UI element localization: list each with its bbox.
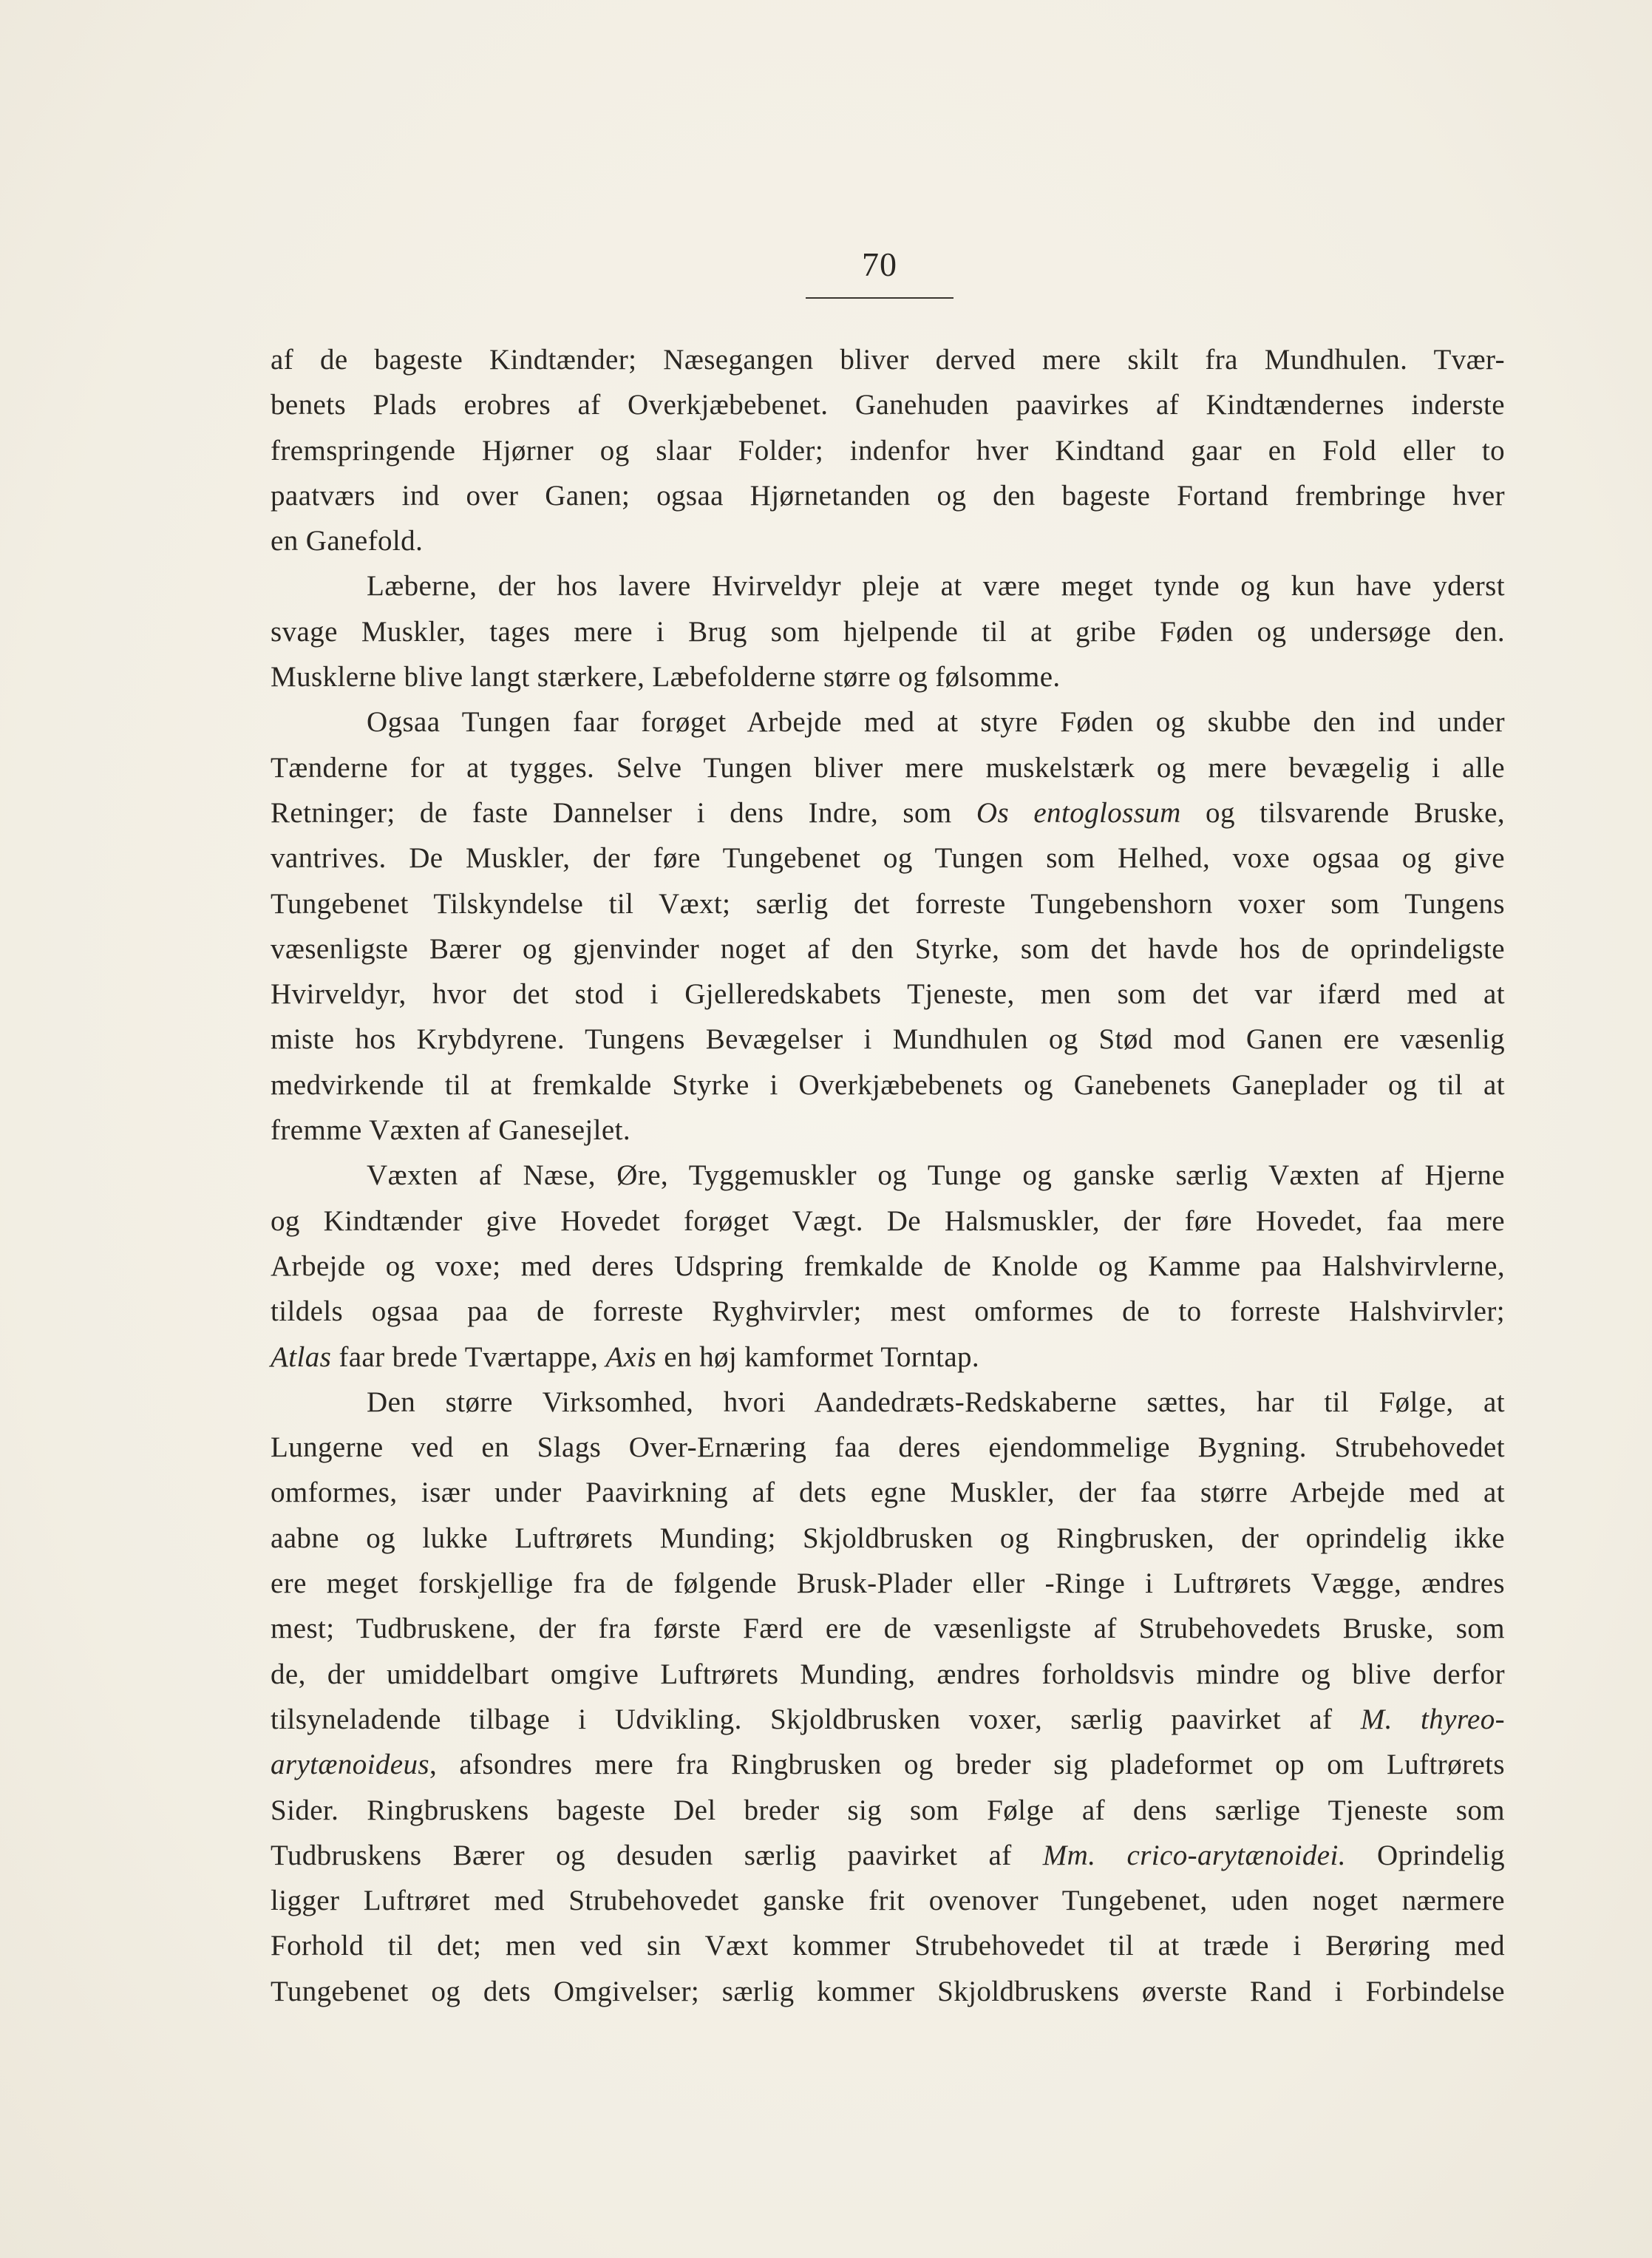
text-line: Forhold til det; men ved sin Væxt kommer Strubehovedet til at træde i Berøring med xyxy=(271,1930,1505,1962)
text-line: Den større Virksomhed, hvori Aandedræts-Redskaberne sættes, har til Følge, at xyxy=(367,1386,1505,1418)
latin-term: Axis xyxy=(605,1340,657,1373)
latin-term: M. thyreo- xyxy=(1360,1703,1505,1735)
text-line: væsenligste Bærer og gjenvinder noget af den Styrke, som det havde hos de oprindeligste xyxy=(271,932,1505,965)
text-line: af de bageste Kindtænder; Næsegangen bliver derved mere skilt fra Mundhulen. Tvær- xyxy=(271,344,1505,376)
text-span: Retninger; de faste Dannelser i dens Indre, som xyxy=(271,796,976,829)
text-span: , afsondres mere fra Ringbrusken og breder sig pladeformet op om Luftrørets xyxy=(429,1749,1505,1781)
page-number: 70 xyxy=(862,245,897,283)
text-line: miste hos Krybdyrene. Tungens Bevægelser i Mundhulen og Stød mod Ganen ere væsenlig xyxy=(271,1023,1505,1056)
text-line xyxy=(271,790,1505,835)
text-line: ere meget forskjellige fra de følgende Brusk-Plader eller -Ringe i Luftrørets Vægge, ændres xyxy=(271,1567,1505,1600)
text-line: medvirkende til at fremkalde Styrke i Overkjæbebenets og Ganebenets Ganeplader og til at xyxy=(271,1068,1505,1101)
text-line: de, der umiddelbart omgive Luftrørets Munding, ændres forholdsvis mindre og blive derfor xyxy=(271,1658,1505,1690)
text-line: paatværs ind over Ganen; ogsaa Hjørnetanden og den bageste Fortand frembringe hver xyxy=(271,479,1505,512)
text-line: ligger Luftrøret med Strubehovedet ganske frit ovenover Tungebenet, uden noget nærmere xyxy=(271,1885,1505,1917)
text-line: benets Plads erobres af Overkjæbebenet. Ganehuden paavirkes af Kindtændernes inderste xyxy=(271,389,1505,421)
latin-term: Atlas xyxy=(271,1340,332,1373)
text-line: mest; Tudbruskene, der fra første Færd ere de væsenligste af Strubehovedets Bruske, som xyxy=(271,1613,1505,1645)
text-line: Tungebenet Tilskyndelse til Væxt; særlig det forreste Tungebenshorn voxer som Tungens xyxy=(271,887,1505,920)
text-line: Væxten af Næse, Øre, Tyggemuskler og Tunge og ganske særlig Væxten af Hjerne xyxy=(367,1159,1505,1192)
text-line: svage Muskler, tages mere i Brug som hjelpende til at gribe Føden og undersøge den. xyxy=(271,615,1505,648)
text-span: tilsyneladende tilbage i Udvikling. Skjoldbrusken voxer, særlig paavirket af xyxy=(271,1703,1361,1735)
text-line xyxy=(271,1833,1505,1878)
text-line: tildels ogsaa paa de forreste Ryghvirvler; mest omformes de to forreste Halshvirvler; xyxy=(271,1295,1505,1328)
text-line: Tænderne for at tygges. Selve Tungen bliver mere muskelstærk og mere bevægelig i alle xyxy=(271,751,1505,784)
text-line: vantrives. De Muskler, der føre Tungebenet og Tungen som Helhed, voxe ogsaa og give xyxy=(271,842,1505,875)
text-line: Sider. Ringbruskens bageste Del breder sig som Følge af dens særlige Tjeneste som xyxy=(271,1794,1505,1826)
text-line: Læberne, der hos lavere Hvirveldyr pleje at være meget tynde og kun have yderst xyxy=(367,570,1505,603)
text-line: aabne og lukke Luftrørets Munding; Skjoldbrusken og Ringbrusken, der oprindelig ikke xyxy=(271,1522,1505,1554)
text-line: Ogsaa Tungen faar forøget Arbejde med at styre Føden og skubbe den ind under xyxy=(367,706,1505,739)
text-line xyxy=(271,1335,1505,1380)
text-line xyxy=(271,1742,1505,1787)
text-line: fremspringende Hjørner og slaar Folder; indenfor hver Kindtand gaar en Fold eller to xyxy=(271,434,1505,467)
text-line: Hvirveldyr, hvor det stod i Gjelleredskabets Tjeneste, men som det var ifærd med at xyxy=(271,978,1505,1011)
text-line: og Kindtænder give Hovedet forøget Vægt. De Halsmuskler, der føre Hovedet, faa mere xyxy=(271,1204,1505,1237)
latin-term: Os entoglossum xyxy=(976,796,1181,829)
text-line: omformes, især under Paavirkning af dets egne Muskler, der faa større Arbejde med at xyxy=(271,1476,1505,1509)
text-line: Arbejde og voxe; med deres Udspring fremkalde de Knolde og Kamme paa Halshvirvlerne, xyxy=(271,1250,1505,1282)
text-span: Oprindelig xyxy=(1345,1839,1506,1871)
text-line: fremme Væxten af Ganesejlet. xyxy=(271,1114,630,1147)
text-line: Tungebenet og dets Omgivelser; særlig kommer Skjoldbruskens øverste Rand i Forbindelse xyxy=(271,1975,1505,2007)
text-line xyxy=(271,1697,1505,1742)
text-line: Musklerne blive langt stærkere, Læbefolderne større og følsomme. xyxy=(271,661,1061,694)
latin-term: arytænoideus xyxy=(271,1749,429,1781)
text-span: Tudbruskens Bærer og desuden særlig paavirket af xyxy=(271,1839,1043,1871)
body-text xyxy=(271,337,1505,2014)
text-line: en Ganefold. xyxy=(271,525,424,557)
page-number-rule xyxy=(806,297,954,299)
text-span: og tilsvarende Bruske, xyxy=(1180,796,1505,829)
text-line: Lungerne ved en Slags Over-Ernæring faa deres ejendommelige Bygning. Strubehovedet xyxy=(271,1431,1505,1464)
text-span: faar brede Tværtappe, xyxy=(331,1340,606,1373)
latin-term: Mm. crico-arytænoidei. xyxy=(1042,1839,1346,1871)
text-span: en høj kamformet Torntap. xyxy=(656,1340,980,1373)
